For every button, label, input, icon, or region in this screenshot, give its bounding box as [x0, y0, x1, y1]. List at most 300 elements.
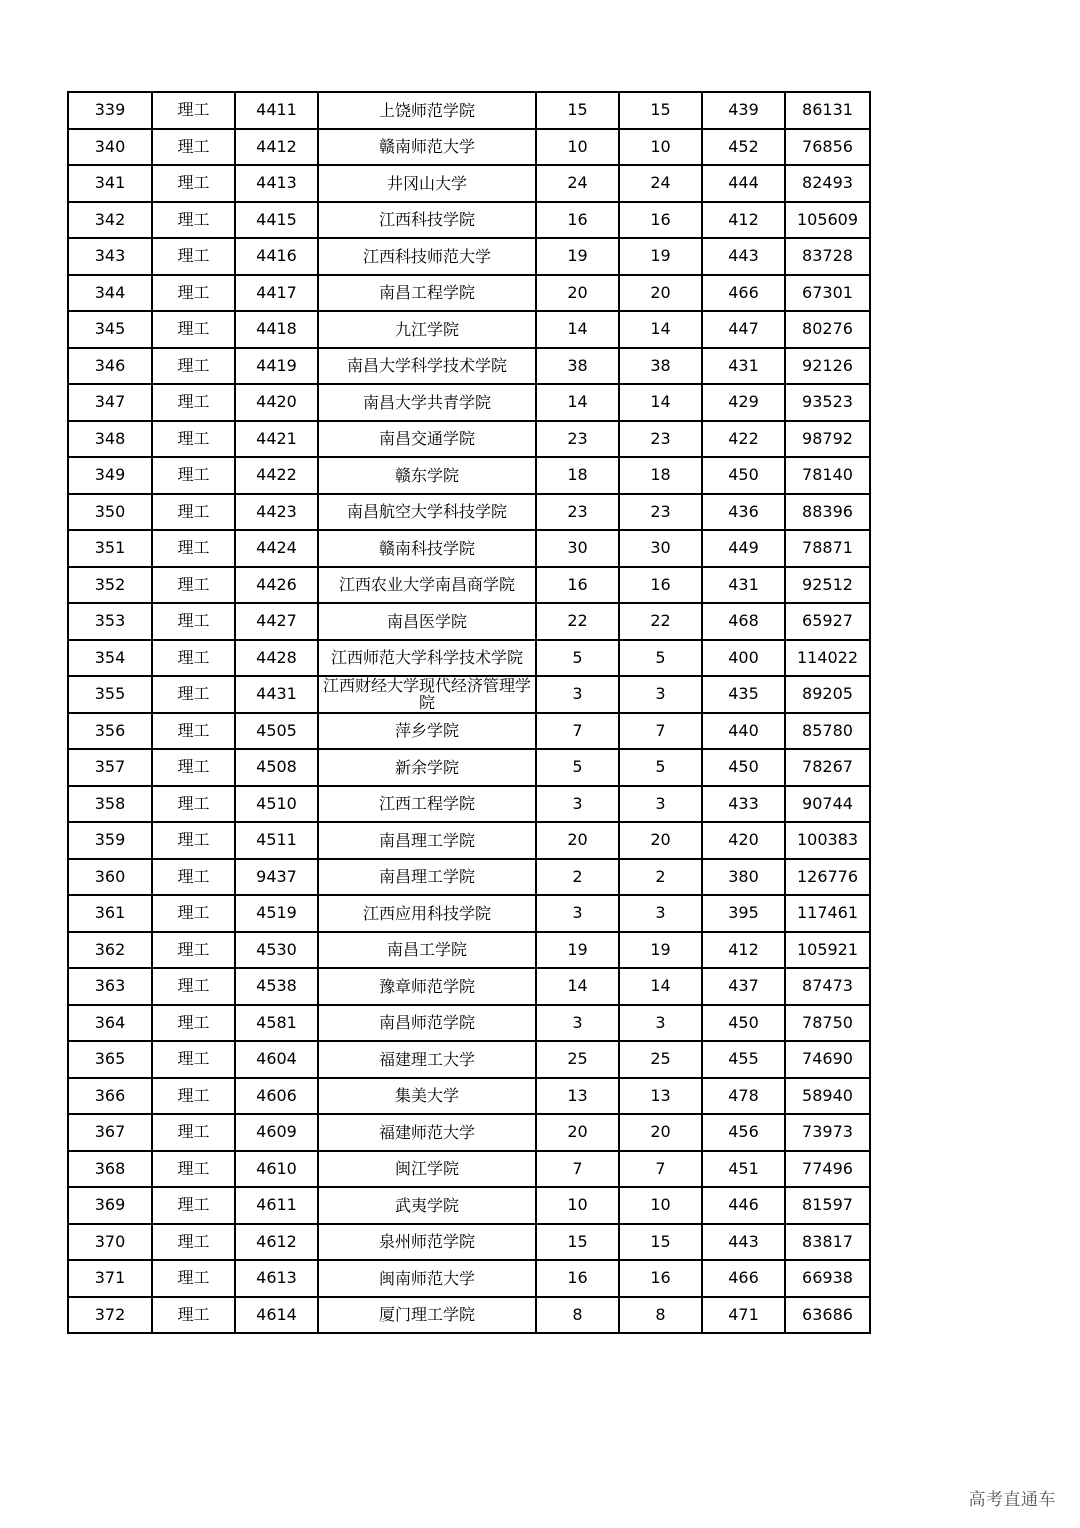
min-score-cell: 478 — [702, 1078, 785, 1115]
min-score-cell: 468 — [702, 603, 785, 640]
school-name-cell — [318, 348, 536, 385]
school-code-cell: 4421 — [235, 421, 318, 458]
school-name-cell — [318, 457, 536, 494]
school-name-text: 厦门理工学院 — [378, 1306, 475, 1324]
admitted-count-cell: 38 — [619, 348, 702, 385]
plan-count-cell: 20 — [536, 1114, 619, 1151]
school-name-cell — [318, 1187, 536, 1224]
min-rank-cell: 93523 — [785, 384, 870, 421]
table-row — [68, 457, 870, 494]
school-code-cell: 4427 — [235, 603, 318, 640]
school-name-text: 武夷学院 — [394, 1196, 459, 1214]
school-name-text: 泉州师范学院 — [378, 1233, 475, 1251]
school-name-text: 南昌医学院 — [386, 612, 467, 630]
school-name-cell — [318, 92, 536, 129]
min-rank-cell: 92126 — [785, 348, 870, 385]
min-rank-cell: 78871 — [785, 530, 870, 567]
admitted-count-cell: 7 — [619, 1151, 702, 1188]
school-name-text: 九江学院 — [394, 320, 459, 338]
school-code-cell: 4422 — [235, 457, 318, 494]
plan-count-cell: 15 — [536, 92, 619, 129]
table-row — [68, 202, 870, 239]
row-number-cell: 344 — [68, 275, 152, 312]
school-name-cell — [318, 968, 536, 1005]
school-name-cell — [318, 603, 536, 640]
admitted-count-cell: 2 — [619, 859, 702, 896]
admitted-count-cell: 20 — [619, 1114, 702, 1151]
min-score-cell: 450 — [702, 749, 785, 786]
category-cell: 理工 — [152, 1187, 235, 1224]
plan-count-cell: 25 — [536, 1041, 619, 1078]
admitted-count-cell: 3 — [619, 895, 702, 932]
row-number-cell: 343 — [68, 238, 152, 275]
school-name-cell — [318, 202, 536, 239]
plan-count-cell: 16 — [536, 567, 619, 604]
table-row — [68, 1151, 870, 1188]
min-score-cell: 446 — [702, 1187, 785, 1224]
min-rank-cell: 86131 — [785, 92, 870, 129]
row-number-cell: 372 — [68, 1297, 152, 1334]
min-score-cell: 451 — [702, 1151, 785, 1188]
school-name-text: 新余学院 — [394, 758, 459, 776]
admitted-count-cell: 18 — [619, 457, 702, 494]
table-row — [68, 822, 870, 859]
school-code-cell: 4610 — [235, 1151, 318, 1188]
plan-count-cell: 14 — [536, 311, 619, 348]
category-cell: 理工 — [152, 640, 235, 677]
min-score-cell: 437 — [702, 968, 785, 1005]
school-name-cell — [318, 311, 536, 348]
row-number-cell: 350 — [68, 494, 152, 531]
school-name-cell — [318, 1078, 536, 1115]
category-cell: 理工 — [152, 165, 235, 202]
table-row — [68, 384, 870, 421]
category-cell: 理工 — [152, 1260, 235, 1297]
school-name-cell — [318, 384, 536, 421]
table-row — [68, 165, 870, 202]
min-score-cell: 443 — [702, 1224, 785, 1261]
min-rank-cell: 78750 — [785, 1005, 870, 1042]
row-number-cell: 371 — [68, 1260, 152, 1297]
school-name-cell — [318, 530, 536, 567]
school-code-cell: 4581 — [235, 1005, 318, 1042]
school-code-cell: 4606 — [235, 1078, 318, 1115]
table-row — [68, 1260, 870, 1297]
school-code-cell: 4413 — [235, 165, 318, 202]
school-name-text: 江西工程学院 — [378, 795, 475, 813]
school-name-cell — [318, 895, 536, 932]
school-name-text: 闽江学院 — [394, 1160, 459, 1178]
min-rank-cell: 105609 — [785, 202, 870, 239]
school-code-cell: 4505 — [235, 713, 318, 750]
school-code-cell: 4424 — [235, 530, 318, 567]
school-name-text: 闽南师范大学 — [378, 1269, 475, 1287]
category-cell: 理工 — [152, 1297, 235, 1334]
row-number-cell: 365 — [68, 1041, 152, 1078]
min-score-cell: 433 — [702, 786, 785, 823]
row-number-cell: 348 — [68, 421, 152, 458]
row-number-cell: 366 — [68, 1078, 152, 1115]
admitted-count-cell: 14 — [619, 968, 702, 1005]
table-row — [68, 275, 870, 312]
admitted-count-cell: 7 — [619, 713, 702, 750]
school-code-cell: 4431 — [235, 676, 318, 713]
school-name-text: 豫章师范学院 — [378, 977, 475, 995]
min-rank-cell: 87473 — [785, 968, 870, 1005]
min-score-cell: 380 — [702, 859, 785, 896]
min-rank-cell: 63686 — [785, 1297, 870, 1334]
table-row — [68, 311, 870, 348]
admitted-count-cell: 16 — [619, 567, 702, 604]
school-name-text: 南昌大学共青学院 — [362, 393, 491, 411]
school-name-cell — [318, 859, 536, 896]
school-name-cell — [318, 1041, 536, 1078]
min-score-cell: 439 — [702, 92, 785, 129]
category-cell: 理工 — [152, 859, 235, 896]
plan-count-cell: 10 — [536, 129, 619, 166]
plan-count-cell: 2 — [536, 859, 619, 896]
category-cell: 理工 — [152, 275, 235, 312]
min-rank-cell: 92512 — [785, 567, 870, 604]
school-name-text: 南昌工程学院 — [378, 284, 475, 302]
row-number-cell: 360 — [68, 859, 152, 896]
category-cell: 理工 — [152, 202, 235, 239]
category-cell: 理工 — [152, 932, 235, 969]
school-code-cell: 4508 — [235, 749, 318, 786]
table-row — [68, 1005, 870, 1042]
admitted-count-cell: 13 — [619, 1078, 702, 1115]
admitted-count-cell: 14 — [619, 384, 702, 421]
plan-count-cell: 3 — [536, 1005, 619, 1042]
admitted-count-cell: 10 — [619, 1187, 702, 1224]
row-number-cell: 362 — [68, 932, 152, 969]
plan-count-cell: 20 — [536, 822, 619, 859]
school-code-cell: 9437 — [235, 859, 318, 896]
school-code-cell: 4416 — [235, 238, 318, 275]
admitted-count-cell: 19 — [619, 932, 702, 969]
plan-count-cell: 20 — [536, 275, 619, 312]
min-score-cell: 412 — [702, 932, 785, 969]
min-score-cell: 456 — [702, 1114, 785, 1151]
category-cell: 理工 — [152, 1114, 235, 1151]
school-name-cell — [318, 494, 536, 531]
school-name-text: 江西财经大学现代经济管理学院 — [323, 677, 531, 712]
school-name-cell — [318, 165, 536, 202]
school-name-text: 南昌航空大学科技学院 — [346, 503, 507, 521]
table-row — [68, 968, 870, 1005]
school-code-cell: 4613 — [235, 1260, 318, 1297]
min-score-cell: 429 — [702, 384, 785, 421]
school-code-cell: 4411 — [235, 92, 318, 129]
school-name-cell — [318, 713, 536, 750]
min-rank-cell: 82493 — [785, 165, 870, 202]
school-name-cell — [318, 1297, 536, 1334]
table-row — [68, 859, 870, 896]
plan-count-cell: 8 — [536, 1297, 619, 1334]
min-score-cell: 471 — [702, 1297, 785, 1334]
row-number-cell: 347 — [68, 384, 152, 421]
school-name-cell — [318, 421, 536, 458]
min-score-cell: 455 — [702, 1041, 785, 1078]
table-row — [68, 1297, 870, 1334]
admitted-count-cell: 3 — [619, 1005, 702, 1042]
category-cell: 理工 — [152, 384, 235, 421]
min-rank-cell: 98792 — [785, 421, 870, 458]
school-name-cell — [318, 275, 536, 312]
watermark-text: 高考直通车 — [968, 1490, 1056, 1510]
school-code-cell: 4415 — [235, 202, 318, 239]
category-cell: 理工 — [152, 238, 235, 275]
school-name-text: 集美大学 — [394, 1087, 459, 1105]
school-name-cell — [318, 822, 536, 859]
school-name-cell — [318, 1005, 536, 1042]
row-number-cell: 370 — [68, 1224, 152, 1261]
admitted-count-cell: 15 — [619, 1224, 702, 1261]
table-row — [68, 567, 870, 604]
category-cell: 理工 — [152, 968, 235, 1005]
min-rank-cell: 78140 — [785, 457, 870, 494]
min-score-cell: 449 — [702, 530, 785, 567]
row-number-cell: 353 — [68, 603, 152, 640]
table-body — [68, 92, 870, 1333]
admitted-count-cell: 3 — [619, 786, 702, 823]
min-rank-cell: 73973 — [785, 1114, 870, 1151]
min-score-cell: 450 — [702, 1005, 785, 1042]
min-rank-cell: 88396 — [785, 494, 870, 531]
school-name-text: 福建理工大学 — [378, 1050, 475, 1068]
row-number-cell: 354 — [68, 640, 152, 677]
category-cell: 理工 — [152, 749, 235, 786]
min-score-cell: 395 — [702, 895, 785, 932]
admitted-count-cell: 30 — [619, 530, 702, 567]
row-number-cell: 359 — [68, 822, 152, 859]
school-name-text: 福建师范大学 — [378, 1123, 475, 1141]
min-rank-cell: 85780 — [785, 713, 870, 750]
min-score-cell: 435 — [702, 676, 785, 713]
plan-count-cell: 10 — [536, 1187, 619, 1224]
category-cell: 理工 — [152, 1041, 235, 1078]
min-rank-cell: 80276 — [785, 311, 870, 348]
row-number-cell: 363 — [68, 968, 152, 1005]
category-cell: 理工 — [152, 348, 235, 385]
plan-count-cell: 23 — [536, 421, 619, 458]
school-code-cell: 4510 — [235, 786, 318, 823]
plan-count-cell: 24 — [536, 165, 619, 202]
min-score-cell: 431 — [702, 348, 785, 385]
table-row — [68, 129, 870, 166]
school-name-cell — [318, 567, 536, 604]
school-name-cell — [318, 1151, 536, 1188]
min-score-cell: 443 — [702, 238, 785, 275]
row-number-cell: 369 — [68, 1187, 152, 1224]
school-name-cell — [318, 640, 536, 677]
school-name-text: 南昌理工学院 — [378, 868, 475, 886]
admitted-count-cell: 16 — [619, 1260, 702, 1297]
admitted-count-cell: 22 — [619, 603, 702, 640]
admitted-count-cell: 16 — [619, 202, 702, 239]
category-cell: 理工 — [152, 457, 235, 494]
table-row — [68, 749, 870, 786]
min-rank-cell: 65927 — [785, 603, 870, 640]
admitted-count-cell: 19 — [619, 238, 702, 275]
row-number-cell: 367 — [68, 1114, 152, 1151]
row-number-cell: 339 — [68, 92, 152, 129]
category-cell: 理工 — [152, 530, 235, 567]
category-cell: 理工 — [152, 822, 235, 859]
school-code-cell: 4417 — [235, 275, 318, 312]
min-rank-cell: 117461 — [785, 895, 870, 932]
category-cell: 理工 — [152, 786, 235, 823]
admitted-count-cell: 23 — [619, 421, 702, 458]
school-code-cell: 4614 — [235, 1297, 318, 1334]
admitted-count-cell: 10 — [619, 129, 702, 166]
plan-count-cell: 5 — [536, 749, 619, 786]
plan-count-cell: 3 — [536, 786, 619, 823]
plan-count-cell: 16 — [536, 1260, 619, 1297]
school-name-text: 江西科技学院 — [378, 211, 475, 229]
table-row — [68, 713, 870, 750]
school-name-text: 南昌交通学院 — [378, 430, 475, 448]
row-number-cell: 356 — [68, 713, 152, 750]
min-rank-cell: 74690 — [785, 1041, 870, 1078]
row-number-cell: 349 — [68, 457, 152, 494]
row-number-cell: 364 — [68, 1005, 152, 1042]
min-rank-cell: 66938 — [785, 1260, 870, 1297]
school-name-cell — [318, 932, 536, 969]
min-score-cell: 436 — [702, 494, 785, 531]
row-number-cell: 345 — [68, 311, 152, 348]
min-rank-cell: 114022 — [785, 640, 870, 677]
school-name-cell — [318, 786, 536, 823]
category-cell: 理工 — [152, 494, 235, 531]
min-score-cell: 400 — [702, 640, 785, 677]
school-code-cell: 4538 — [235, 968, 318, 1005]
plan-count-cell: 7 — [536, 1151, 619, 1188]
school-code-cell: 4420 — [235, 384, 318, 421]
table-row — [68, 1187, 870, 1224]
school-name-text: 南昌大学科学技术学院 — [346, 357, 507, 375]
school-code-cell: 4530 — [235, 932, 318, 969]
min-rank-cell: 89205 — [785, 676, 870, 713]
school-name-text: 江西师范大学科学技术学院 — [330, 649, 523, 667]
admitted-count-cell: 24 — [619, 165, 702, 202]
plan-count-cell: 19 — [536, 932, 619, 969]
school-name-text: 赣南师范大学 — [378, 138, 475, 156]
school-code-cell: 4611 — [235, 1187, 318, 1224]
table-row — [68, 1041, 870, 1078]
category-cell: 理工 — [152, 676, 235, 713]
min-rank-cell: 78267 — [785, 749, 870, 786]
plan-count-cell: 14 — [536, 384, 619, 421]
row-number-cell: 342 — [68, 202, 152, 239]
admitted-count-cell: 23 — [619, 494, 702, 531]
admitted-count-cell: 5 — [619, 749, 702, 786]
category-cell: 理工 — [152, 1224, 235, 1261]
min-rank-cell: 100383 — [785, 822, 870, 859]
school-name-text: 南昌理工学院 — [378, 831, 475, 849]
min-score-cell: 447 — [702, 311, 785, 348]
table-row — [68, 603, 870, 640]
admitted-count-cell: 15 — [619, 92, 702, 129]
school-name-cell — [318, 129, 536, 166]
table-row — [68, 895, 870, 932]
category-cell: 理工 — [152, 421, 235, 458]
admitted-count-cell: 20 — [619, 822, 702, 859]
min-rank-cell: 83817 — [785, 1224, 870, 1261]
school-name-cell — [318, 1114, 536, 1151]
plan-count-cell: 19 — [536, 238, 619, 275]
row-number-cell: 357 — [68, 749, 152, 786]
school-name-text: 赣南科技学院 — [378, 539, 475, 557]
table-row — [68, 421, 870, 458]
school-code-cell: 4609 — [235, 1114, 318, 1151]
category-cell: 理工 — [152, 1151, 235, 1188]
category-cell: 理工 — [152, 567, 235, 604]
min-score-cell: 466 — [702, 275, 785, 312]
school-name-text: 赣东学院 — [394, 466, 459, 484]
row-number-cell: 352 — [68, 567, 152, 604]
min-rank-cell: 58940 — [785, 1078, 870, 1115]
min-score-cell: 466 — [702, 1260, 785, 1297]
admission-table — [67, 91, 871, 1334]
plan-count-cell: 3 — [536, 895, 619, 932]
school-name-text: 江西农业大学南昌商学院 — [338, 576, 515, 594]
school-code-cell: 4412 — [235, 129, 318, 166]
min-rank-cell: 83728 — [785, 238, 870, 275]
school-name-text: 萍乡学院 — [394, 722, 459, 740]
min-score-cell: 420 — [702, 822, 785, 859]
admitted-count-cell: 3 — [619, 676, 702, 713]
school-code-cell: 4428 — [235, 640, 318, 677]
category-cell: 理工 — [152, 92, 235, 129]
row-number-cell: 368 — [68, 1151, 152, 1188]
row-number-cell: 351 — [68, 530, 152, 567]
school-code-cell: 4426 — [235, 567, 318, 604]
min-score-cell: 452 — [702, 129, 785, 166]
admitted-count-cell: 25 — [619, 1041, 702, 1078]
min-rank-cell: 81597 — [785, 1187, 870, 1224]
min-score-cell: 450 — [702, 457, 785, 494]
school-name-text: 上饶师范学院 — [378, 101, 475, 119]
plan-count-cell: 18 — [536, 457, 619, 494]
category-cell: 理工 — [152, 603, 235, 640]
school-code-cell: 4423 — [235, 494, 318, 531]
min-score-cell: 440 — [702, 713, 785, 750]
category-cell: 理工 — [152, 311, 235, 348]
school-code-cell: 4419 — [235, 348, 318, 385]
school-name-text: 南昌工学院 — [386, 941, 467, 959]
row-number-cell: 355 — [68, 676, 152, 713]
plan-count-cell: 30 — [536, 530, 619, 567]
min-rank-cell: 105921 — [785, 932, 870, 969]
row-number-cell: 340 — [68, 129, 152, 166]
category-cell: 理工 — [152, 129, 235, 166]
min-rank-cell: 126776 — [785, 859, 870, 896]
category-cell: 理工 — [152, 895, 235, 932]
plan-count-cell: 15 — [536, 1224, 619, 1261]
row-number-cell: 341 — [68, 165, 152, 202]
table-row — [68, 640, 870, 677]
min-rank-cell: 76856 — [785, 129, 870, 166]
admitted-count-cell: 5 — [619, 640, 702, 677]
min-rank-cell: 67301 — [785, 275, 870, 312]
table-row — [68, 238, 870, 275]
row-number-cell: 346 — [68, 348, 152, 385]
table-row — [68, 348, 870, 385]
min-score-cell: 412 — [702, 202, 785, 239]
table-row — [68, 530, 870, 567]
plan-count-cell: 3 — [536, 676, 619, 713]
